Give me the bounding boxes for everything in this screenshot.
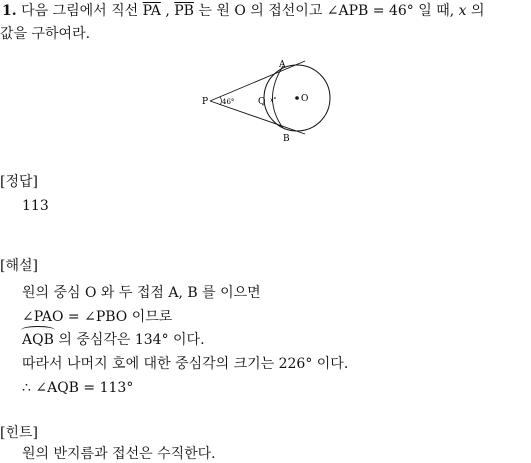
answer-heading: [정답]	[0, 174, 38, 190]
explanation-line-2: ∠PAO = ∠PBO 이므로	[22, 309, 173, 325]
label-q: Q	[258, 97, 266, 107]
x-label: x°	[270, 97, 277, 104]
explanation-line-1: 원의 중심 O 와 두 접점 A, B 를 이으면	[22, 285, 261, 301]
label-p: P	[202, 97, 209, 107]
problem-text-a: 다음 그림에서 직선	[21, 3, 143, 19]
explanation-line-4: 따라서 나머지 호에 대한 중심각의 크기는 226° 이다.	[22, 356, 349, 372]
problem-comma: ,	[160, 3, 175, 19]
angle-label: 46°	[222, 98, 235, 106]
explanation-line-5: ∴ ∠AQB = 113°	[22, 380, 134, 396]
problem-number: 1.	[2, 3, 17, 19]
answer-value: 113	[22, 198, 49, 214]
variable-x: x	[458, 3, 467, 19]
label-a: A	[279, 60, 286, 70]
explanation-line-3-rest: 의 중심각은 134° 이다.	[53, 332, 205, 348]
hint-heading: [힌트]	[0, 425, 38, 441]
center-dot	[295, 96, 299, 100]
tangent-pa	[210, 61, 305, 101]
label-o: O	[301, 94, 309, 104]
problem-text-c: 의	[466, 3, 485, 19]
explanation-heading: [해설]	[0, 258, 38, 274]
hint-line-1: 원의 반지름과 접선은 수직한다.	[22, 446, 216, 462]
segment-pb: $\overline{PB}$	[174, 3, 194, 19]
segment-pa: $\overline{PA}$	[142, 3, 161, 19]
problem-text-b: 는 원 O 의 접선이고 ∠APB = 46° 일 때,	[193, 3, 459, 19]
explanation-line-3	[22, 331, 205, 349]
problem-line-2: 값을 구하여라.	[0, 26, 91, 42]
label-b: B	[283, 134, 290, 144]
arc-aqb: AQB	[22, 332, 54, 348]
